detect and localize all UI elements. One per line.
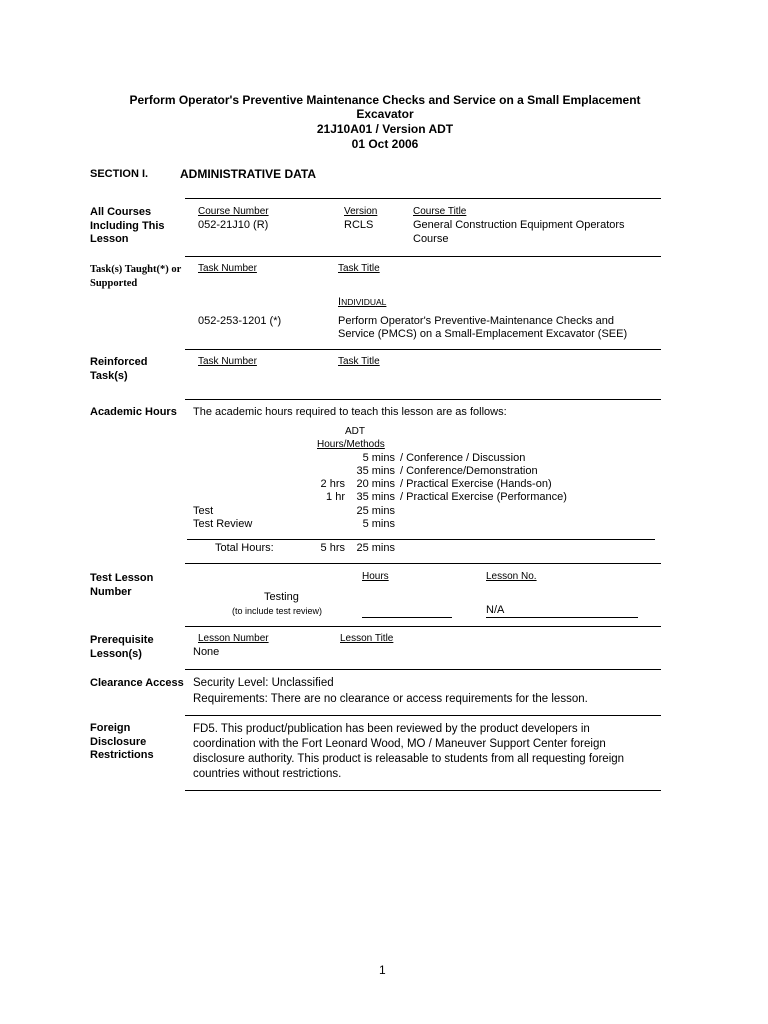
prereq-lesson-number-header: Lesson Number (198, 633, 269, 644)
course-id: 21J10A01 / Version ADT (316, 122, 454, 136)
row-mins: 35 mins (356, 465, 395, 477)
prerequisite-label: Prerequisite Lesson(s) (90, 634, 154, 660)
task-number-value: 052-253-1201 (*) (198, 315, 282, 327)
reinforced-tasks-label: Reinforced Task(s) (90, 356, 148, 382)
course-number-header: Course Number (198, 206, 269, 217)
hours-methods-header: Hours/Methods (317, 439, 385, 450)
reinforced-task-number-header: Task Number (198, 356, 257, 367)
row-name: Test (193, 505, 214, 517)
total-hours-label: Total Hours: (215, 542, 274, 554)
document-title-cont: Excavator (356, 107, 414, 121)
version-value: RCLS (344, 219, 374, 231)
test-lesson-no-header: Lesson No. (486, 571, 537, 582)
task-title-value-cont: Service (PMCS) on a Small-Emplacement Excavator (SEE) (338, 328, 628, 340)
page-number: 1 (379, 963, 386, 977)
reinforced-task-title-header: Task Title (338, 356, 380, 367)
section-number: SECTION I. (90, 168, 149, 180)
divider (185, 198, 661, 199)
task-title-header: Task Title (338, 263, 380, 274)
divider (185, 349, 661, 350)
academic-hours-label: Academic Hours (90, 406, 177, 418)
adt-header: ADT (345, 426, 365, 437)
security-level: Security Level: Unclassified (193, 677, 334, 689)
divider (185, 669, 661, 670)
clearance-label: Clearance Access (90, 677, 184, 689)
total-hours-hrs: 5 hrs (320, 542, 345, 554)
clearance-requirements: Requirements: There are no clearance or access requirements for the lesson. (193, 693, 588, 705)
row-mins: 20 mins (356, 478, 395, 490)
prereq-lesson-title-header: Lesson Title (340, 633, 394, 644)
row-hrs: 2 hrs (320, 478, 345, 490)
foreign-disclosure-label: Foreign Disclosure Restrictions (90, 722, 154, 761)
course-number-value: 052-21J10 (R) (198, 219, 269, 231)
divider (185, 399, 661, 400)
task-category: INDIVIDUAL (338, 296, 387, 308)
test-lesson-no-line (486, 617, 638, 618)
test-lesson-no-value: N/A (486, 604, 505, 616)
divider (185, 790, 661, 791)
row-mins: 5 mins (362, 518, 395, 530)
row-method: / Practical Exercise (Hands-on) (400, 478, 552, 490)
divider (185, 256, 661, 257)
foreign-disclosure-text: FD5. This product/publication has been reviewed by the product developers in coordination with the Fort Leonard Wood, MO / Maneuver Support Center foreign disclosure authority. This product is releasable to students from all requesting foreign countries without restrictions. (193, 723, 625, 780)
testing-label: Testing (264, 591, 299, 603)
course-title-header: Course Title (413, 206, 467, 217)
divider (185, 715, 661, 716)
row-method: / Conference / Discussion (400, 452, 526, 464)
section-title: ADMINISTRATIVE DATA (180, 167, 316, 181)
academic-hours-intro: The academic hours required to teach this lesson are as follows: (193, 406, 507, 418)
testing-note: (to include test review) (232, 606, 323, 616)
row-mins: 25 mins (356, 505, 395, 517)
prereq-value: None (193, 646, 220, 658)
row-mins: 5 mins (362, 452, 395, 464)
divider (185, 563, 661, 564)
divider (185, 626, 661, 627)
row-hrs: 1 hr (326, 491, 345, 503)
test-hours-header: Hours (362, 571, 389, 582)
document-date: 01 Oct 2006 (351, 137, 419, 151)
test-lesson-label: Test Lesson Number (90, 572, 154, 598)
version-header: Version (344, 206, 378, 217)
task-number-header: Task Number (198, 263, 257, 274)
row-method: / Conference/Demonstration (400, 465, 538, 477)
row-name: Test Review (193, 518, 253, 530)
tasks-label: Task(s) Taught(*) or Supported (90, 264, 182, 289)
total-hours-mins: 25 mins (356, 542, 395, 554)
row-method: / Practical Exercise (Performance) (400, 491, 567, 503)
total-rule (187, 539, 655, 540)
course-title-value-cont: Course (413, 233, 449, 245)
task-title-value: Perform Operator's Preventive-Maintenance Checks and (338, 315, 615, 327)
row-mins: 35 mins (356, 491, 395, 503)
test-hours-blank (362, 617, 452, 618)
course-title-value: General Construction Equipment Operators (413, 219, 625, 231)
all-courses-label: All Courses Including This Lesson (90, 206, 165, 245)
document-title: Perform Operator's Preventive Maintenance Checks and Service on a Small Emplacement (129, 93, 641, 107)
